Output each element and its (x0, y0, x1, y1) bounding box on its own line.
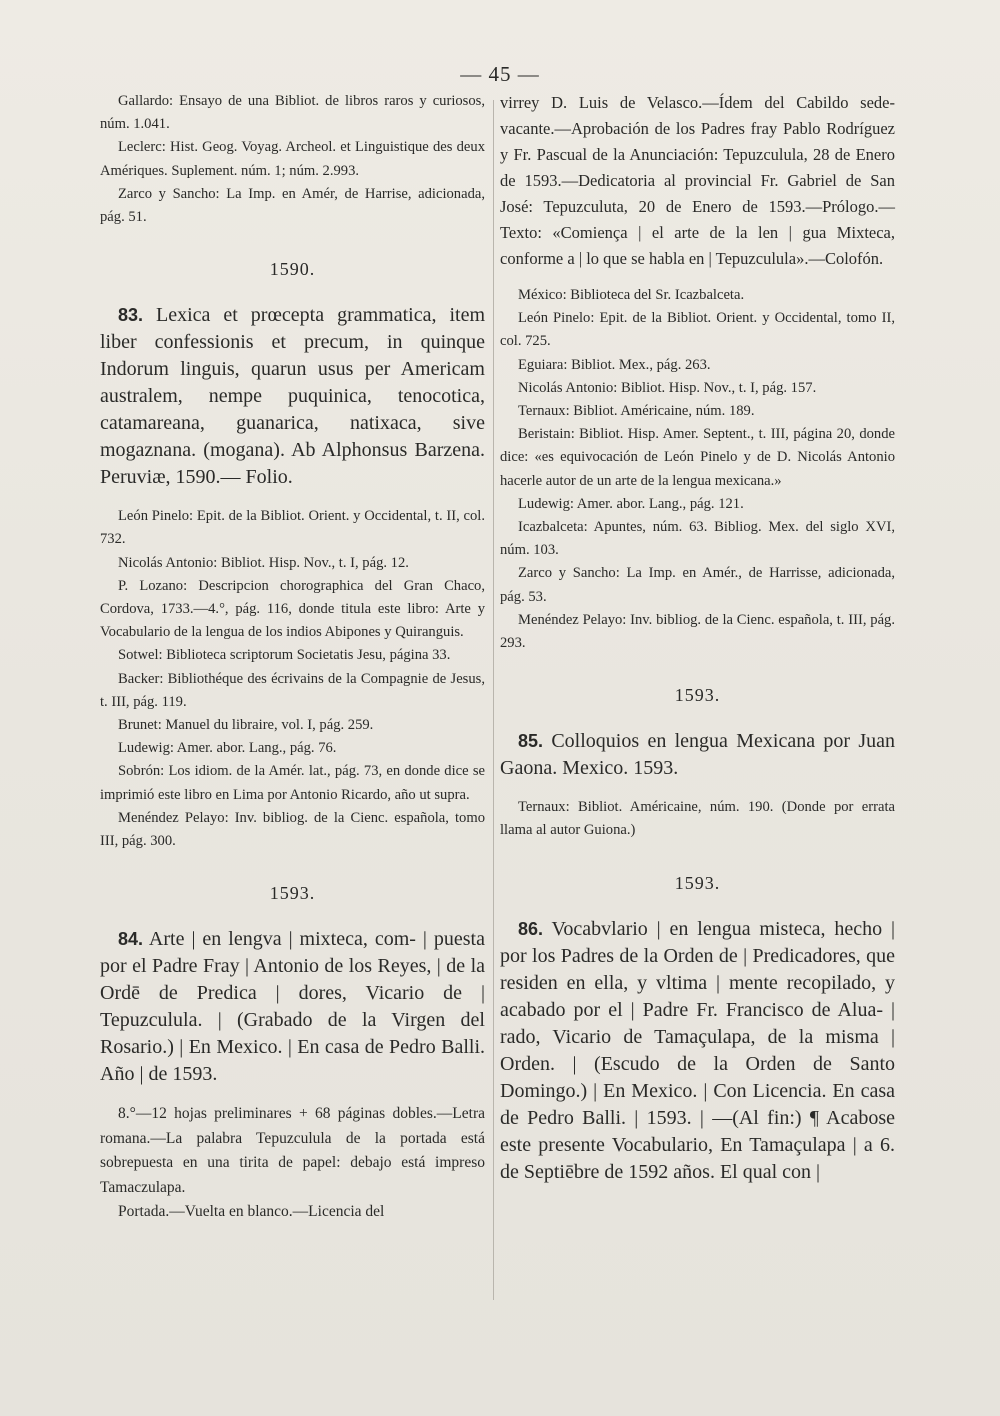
entry-continuation: virrey D. Luis de Velasco.—Ídem del Cabildo sede-vacante.—Aprobación de los Padres fray Pablo Rodríguez y Fr. Pascual de la Anunciación: Tepuzculula, 28 de Enero de 1593.—Dedicatoria al provincial Fr. Gabriel de San José: Tepuzculuta, 20 de Enero de 1593.—Prólogo.—Texto: «Comiença | el arte de la len | gua Mixteca, conforme a | lo que se habla en | Tepuzculula».—Colofón. (500, 93, 895, 268)
reference: Beristain: Bibliot. Hisp. Amer. Septent., t. III, página 20, donde dice: «es equivocación de León Pinelo y de D. Nicolás Antonio hacerle autor de un arte de la lengua mexicana.» (500, 426, 895, 489)
reference: Leclerc: Hist. Geog. Voyag. Archeol. et Linguistique des deux Amériques. Suplement. núm. 1; núm. 2.993. (100, 139, 485, 179)
entry-85 (500, 728, 895, 782)
entry-description: 8.°—12 hojas preliminares + 68 páginas dobles.—Letra romana.—La palabra Tepuzculula de la portada está sobrepuesta en una tirita de papel: debajo está impreso Tamaczulapa. (100, 1105, 485, 1196)
entry-text: Arte | en lengva | mixteca, com- | puesta por el Padre Fray | Antonio de los Reyes, | de la Ordē de Predica | dores, Vicario de | Tepuzculula. | (Grabado de la Virgen del Rosario.) | En Mexico. | En casa de Pedro Balli. Año | de 1593. (100, 928, 485, 1086)
reference: Menéndez Pelayo: Inv. bibliog. de la Cienc. española, tomo III, pág. 300. (100, 809, 485, 850)
reference: México: Biblioteca del Sr. Icazbalceta. (518, 287, 745, 303)
reference: Brunet: Manuel du libraire, vol. I, pág. 259. (118, 717, 374, 734)
references-84 (500, 284, 895, 655)
reference: León Pinelo: Epit. de la Bibliot. Orient. y Occidental, t. II, col. 732. (100, 508, 485, 548)
entry-description: Portada.—Vuelta en blanco.—Licencia del (118, 1203, 385, 1221)
reference: Nicolás Antonio: Bibliot. Hisp. Nov., t. I, pág. 157. (518, 379, 817, 396)
entry-86 (500, 916, 895, 1186)
right-column (500, 90, 895, 1200)
entry-text: Colloquios en lengua Mexicana por Juan Gaona. Mexico. 1593. (500, 730, 896, 780)
reference: Zarco y Sancho: La Imp. en Amér., de Harrisse, adicionada, pág. 53. (500, 565, 895, 605)
page-number: — 45 — (460, 62, 540, 86)
reference: Gallardo: Ensayo de una Bibliot. de libros raros y curiosos, núm. 1.041. (100, 93, 485, 133)
column-divider (493, 100, 494, 1300)
reference: Ternaux: Bibliot. Américaine, núm. 190. (Donde por errata llama al autor Guiona.) (500, 799, 895, 839)
reference: Ternaux: Bibliot. Américaine, núm. 189. (518, 403, 755, 420)
entry-number: 83. (118, 305, 144, 326)
references-top (100, 90, 485, 229)
entry-text: Vocabvlario | en lengua misteca, hecho | por los Padres de la Orden de | Predicadores, que residen en ella, y vltima | mente recopilado, y acabado por el | Padre Fr. Francisco de Alua- | rado, Vicario de Tamaçulapa, de la misma | Orden. | (Escudo de la Orden de Santo Domingo.) | En Mexico. | Con Licencia. En casa de Pedro Balli. | 1593. | —(Al fin:) ¶ Acabose este presente Vocabulario, En Tamaçulapa | a 6. de Septiēbre de 1592 años. El qual con | (500, 917, 895, 1183)
reference: Backer: Bibliothéque des écrivains de la Compagnie de Jesus, t. III, pág. 119. (100, 670, 485, 710)
year-heading: 1593. (269, 883, 316, 904)
year-heading: 1593. (674, 685, 721, 706)
reference: Ludewig: Amer. abor. Lang., pág. 76. (118, 740, 337, 757)
reference: León Pinelo: Epit. de la Bibliot. Orient. y Occidental, tomo II, col. 725. (500, 310, 895, 350)
reference: Ludewig: Amer. abor. Lang., pág. 121. (518, 495, 744, 512)
reference: Icazbalceta: Apuntes, núm. 63. Bibliog. Mex. del siglo XVI, núm. 103. (500, 519, 895, 559)
year-heading: 1593. (674, 872, 721, 893)
left-column (100, 90, 485, 1225)
reference: Sobrón: Los idiom. de la Amér. lat., pág. 73, en donde dice se imprimió este libro en Lima por Antonio Ricardo, año ut supra. (100, 763, 485, 803)
reference: Eguiara: Bibliot. Mex., pág. 263. (518, 356, 711, 373)
entry-number: 86. (518, 918, 544, 939)
entry-83 (100, 302, 485, 491)
reference: Nicolás Antonio: Bibliot. Hisp. Nov., t. I, pág. 12. (118, 554, 409, 571)
references-85 (500, 796, 895, 842)
reference: Menéndez Pelayo: Inv. bibliog. de la Cienc. española, t. III, pág. 293. (500, 611, 895, 652)
entry-84 (100, 926, 485, 1088)
entry-number: 85. (518, 731, 544, 752)
reference: P. Lozano: Descripcion chorographica del Gran Chaco, Cordova, 1733.—4.°, pág. 116, donde titula este libro: Arte y Vocabulario de la lengua de los indios Abipones y Quiranguis. (100, 577, 485, 641)
reference: Zarco y Sancho: La Imp. en Amér, de Harrise, adicionada, pág. 51. (100, 185, 485, 226)
entry-number: 84. (118, 929, 144, 950)
entry-text: Lexica et prœcepta grammatica, item liber confessionis et precum, in quinque Indorum linguis, quarun usus per Americam australem, nempe puquinica, tenocotica, catamareana, guanarica, natixaca, sive mogaznana. (mogana). Ab Alphonsus Barzena. Peruviæ, 1590.— Folio. (100, 304, 485, 489)
references-83 (100, 505, 485, 853)
reference: Sotwel: Biblioteca scriptorum Societatis Jesu, página 33. (118, 647, 451, 664)
year-heading: 1590. (269, 259, 316, 280)
